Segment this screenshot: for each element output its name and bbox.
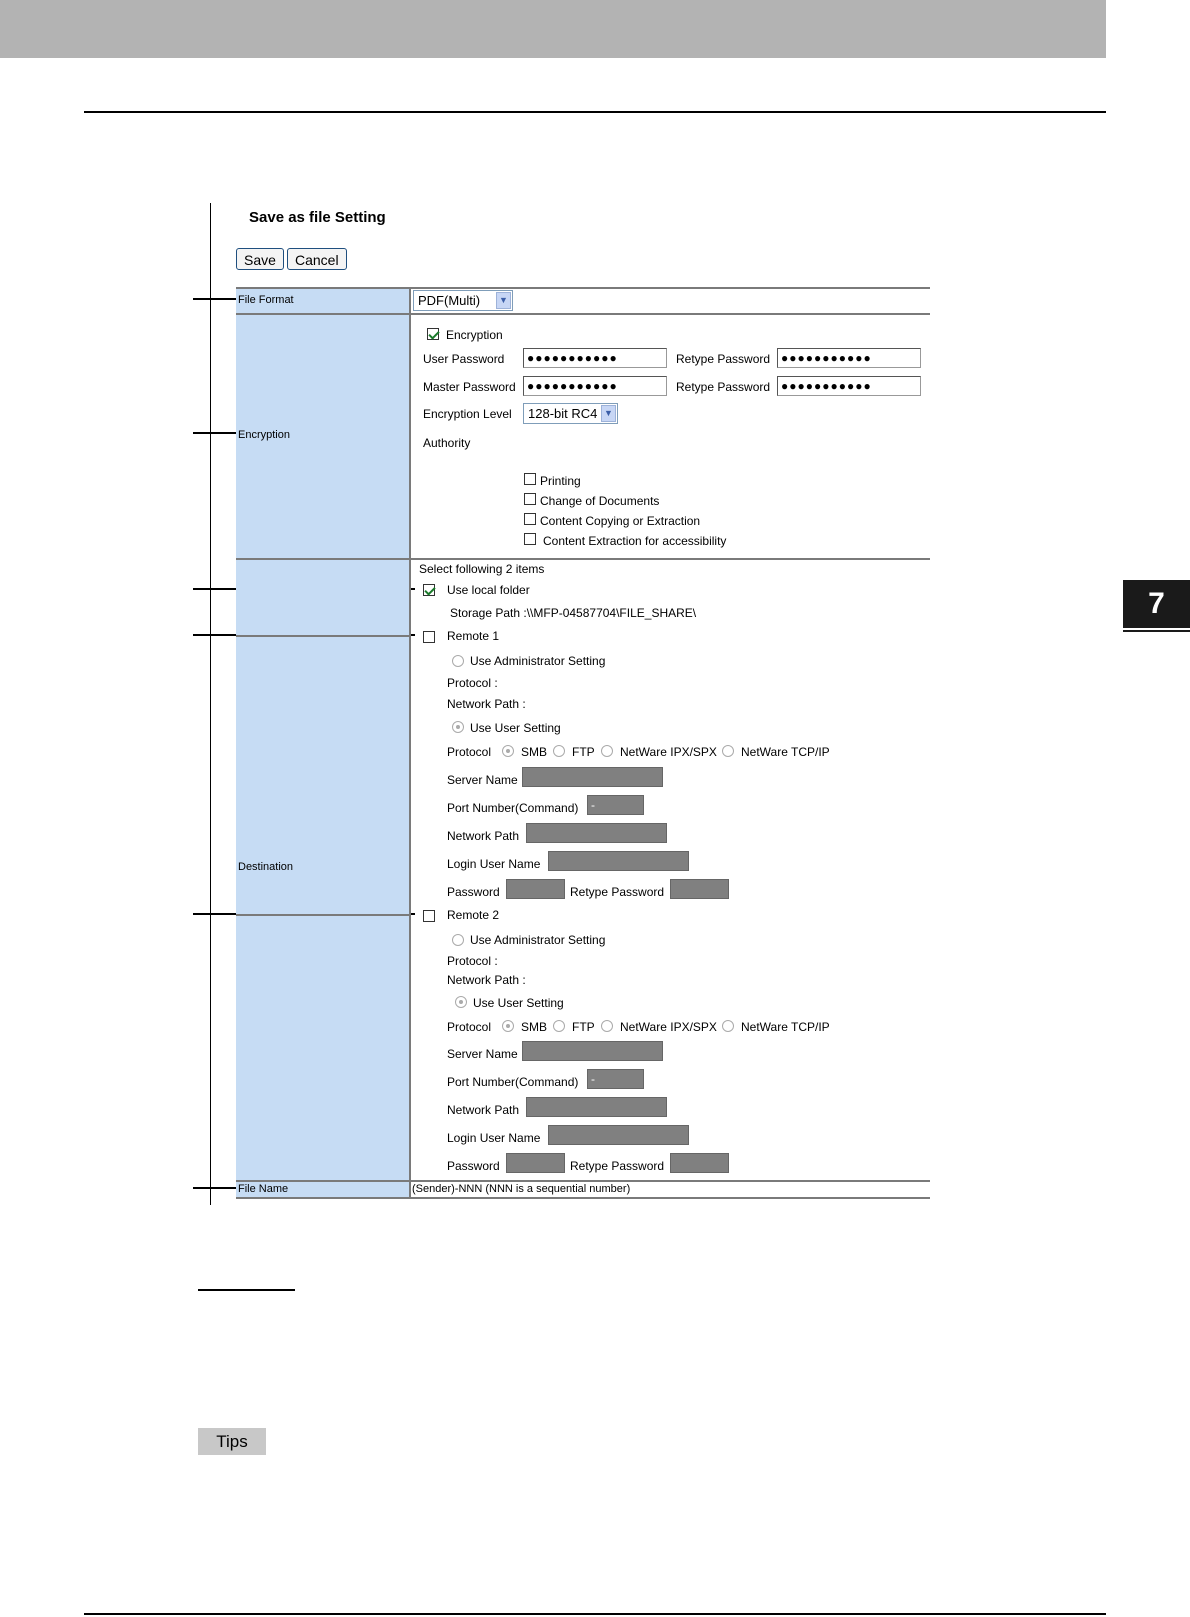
retype-master-password-label: Retype Password bbox=[676, 380, 771, 394]
table-rule bbox=[236, 558, 930, 560]
remote-2-port-input[interactable]: - bbox=[587, 1069, 644, 1089]
file-name-label: File Name bbox=[238, 1183, 289, 1195]
content-extraction-accessibility-checkbox[interactable] bbox=[524, 533, 536, 545]
remote-1-port-label: Port Number(Command) bbox=[447, 801, 579, 815]
remote-2-ipx-radio[interactable] bbox=[601, 1020, 613, 1032]
user-password-input[interactable]: ●●●●●●●●●●● bbox=[523, 348, 667, 368]
remote-1-retype-password-input[interactable] bbox=[670, 879, 729, 899]
chevron-down-icon: ▼ bbox=[496, 292, 511, 309]
file-name-value: (Sender)-NNN (NNN is a sequential number) bbox=[412, 1183, 631, 1195]
retype-master-password-input[interactable]: ●●●●●●●●●●● bbox=[777, 376, 921, 396]
chapter-tab-rule bbox=[1123, 630, 1190, 632]
remote-2-user-setting-radio[interactable] bbox=[455, 996, 467, 1008]
callout-file-format bbox=[193, 298, 237, 300]
change-documents-label: Change of Documents bbox=[540, 494, 660, 508]
destination-instruction: Select following 2 items bbox=[419, 562, 545, 576]
chapter-number: 7 bbox=[1148, 587, 1165, 620]
callout-encryption bbox=[193, 432, 237, 434]
remote-2-protocol-label: Protocol bbox=[447, 1020, 492, 1034]
encryption-level-label: Encryption Level bbox=[423, 407, 512, 421]
remote-2-ipx-label: NetWare IPX/SPX bbox=[620, 1020, 717, 1034]
remote-2-protocol-readout: Protocol : bbox=[447, 954, 498, 968]
remote-1-server-name-label: Server Name bbox=[447, 773, 518, 787]
remote-1-ipx-label: NetWare IPX/SPX bbox=[620, 745, 717, 759]
file-format-label: File Format bbox=[238, 294, 294, 306]
master-password-label: Master Password bbox=[423, 380, 516, 394]
file-format-select[interactable] bbox=[413, 290, 513, 311]
table-rule bbox=[236, 313, 930, 315]
user-password-label: User Password bbox=[423, 352, 505, 366]
table-rule bbox=[236, 635, 409, 637]
remote-2-checkbox[interactable] bbox=[423, 910, 435, 922]
content-copying-label: Content Copying or Extraction bbox=[540, 514, 701, 528]
storage-path: Storage Path :\\MFP-04587704\FILE_SHARE\ bbox=[450, 606, 697, 620]
remote-1-network-path-label: Network Path bbox=[447, 829, 520, 843]
table-rule bbox=[236, 914, 409, 916]
remote-1-ipx-radio[interactable] bbox=[601, 745, 613, 757]
local-folder-checkbox[interactable] bbox=[423, 584, 435, 596]
remote-2-server-name-label: Server Name bbox=[447, 1047, 518, 1061]
change-documents-checkbox[interactable] bbox=[524, 493, 536, 505]
remote-2-password-input[interactable] bbox=[506, 1153, 565, 1173]
remote-1-checkbox[interactable] bbox=[423, 631, 435, 643]
remote-1-login-user-input[interactable] bbox=[548, 851, 689, 871]
remote-2-network-path-readout: Network Path : bbox=[447, 973, 526, 987]
table-rule bbox=[236, 1197, 930, 1199]
remote-1-smb-radio[interactable] bbox=[502, 745, 514, 757]
table-rule bbox=[236, 1180, 930, 1182]
remote-2-server-name-input[interactable] bbox=[522, 1041, 663, 1061]
remote-1-port-input[interactable]: - bbox=[587, 795, 644, 815]
encryption-label: Encryption bbox=[238, 429, 290, 441]
authority-label: Authority bbox=[423, 436, 471, 450]
header-rule bbox=[84, 111, 1106, 113]
remote-2-port-label: Port Number(Command) bbox=[447, 1075, 579, 1089]
callout-file-name bbox=[193, 1187, 237, 1189]
encryption-checkbox-label: Encryption bbox=[446, 328, 503, 342]
printing-label: Printing bbox=[540, 474, 581, 488]
destination-label: Destination bbox=[238, 861, 294, 873]
remote-1-tcpip-label: NetWare TCP/IP bbox=[741, 745, 830, 759]
remote-1-network-path-readout: Network Path : bbox=[447, 697, 526, 711]
chapter-tab bbox=[1123, 580, 1190, 628]
save-button[interactable]: Save bbox=[236, 248, 284, 270]
remote-1-ftp-radio[interactable] bbox=[553, 745, 565, 757]
table-rule bbox=[236, 287, 930, 289]
remote-1-protocol-label: Protocol bbox=[447, 745, 492, 759]
remote-2-user-setting-label: Use User Setting bbox=[473, 996, 564, 1010]
chevron-down-icon: ▼ bbox=[601, 405, 616, 422]
cancel-button[interactable]: Cancel bbox=[287, 248, 347, 270]
remote-1-password-input[interactable] bbox=[506, 879, 565, 899]
section-rule bbox=[198, 1289, 295, 1291]
column-divider bbox=[409, 288, 411, 1198]
remote-2-login-user-input[interactable] bbox=[548, 1125, 689, 1145]
remote-2-retype-password-label: Retype Password bbox=[570, 1159, 665, 1173]
remote-2-tcpip-radio[interactable] bbox=[722, 1020, 734, 1032]
remote-1-admin-setting-radio[interactable] bbox=[452, 655, 464, 667]
remote-2-admin-setting-label: Use Administrator Setting bbox=[470, 933, 606, 947]
remote-2-admin-setting-radio[interactable] bbox=[452, 934, 464, 946]
remote-2-smb-label: SMB bbox=[521, 1020, 548, 1034]
retype-user-password-input[interactable]: ●●●●●●●●●●● bbox=[777, 348, 921, 368]
remote-2-network-path-input[interactable] bbox=[526, 1097, 667, 1117]
page-title: Save as file Setting bbox=[249, 209, 386, 226]
remote-1-password-label: Password bbox=[447, 885, 500, 899]
remote-1-label: Remote 1 bbox=[447, 629, 500, 643]
remote-2-tcpip-label: NetWare TCP/IP bbox=[741, 1020, 830, 1034]
local-folder-label: Use local folder bbox=[447, 583, 530, 597]
callout-vertical-line bbox=[210, 203, 211, 1205]
retype-user-password-label: Retype Password bbox=[676, 352, 771, 366]
encryption-level-select[interactable] bbox=[523, 403, 618, 424]
encryption-checkbox[interactable] bbox=[427, 328, 439, 340]
remote-2-ftp-radio[interactable] bbox=[553, 1020, 565, 1032]
remote-1-tcpip-radio[interactable] bbox=[722, 745, 734, 757]
remote-2-smb-radio[interactable] bbox=[502, 1020, 514, 1032]
remote-1-server-name-input[interactable] bbox=[522, 767, 663, 787]
file-format-value: PDF(Multi) bbox=[418, 293, 481, 308]
remote-1-login-user-label: Login User Name bbox=[447, 857, 541, 871]
tips-label: Tips bbox=[198, 1428, 266, 1455]
remote-1-user-setting-radio[interactable] bbox=[452, 721, 464, 733]
remote-1-protocol-readout: Protocol : bbox=[447, 676, 498, 690]
remote-1-smb-label: SMB bbox=[521, 745, 548, 759]
printing-checkbox[interactable] bbox=[524, 473, 536, 485]
remote-2-password-label: Password bbox=[447, 1159, 500, 1173]
content-copying-checkbox[interactable] bbox=[524, 513, 536, 525]
remote-1-retype-password-label: Retype Password bbox=[570, 885, 665, 899]
master-password-input[interactable]: ●●●●●●●●●●● bbox=[523, 376, 667, 396]
header-band bbox=[0, 0, 1106, 58]
remote-1-network-path-input[interactable] bbox=[526, 823, 667, 843]
remote-2-retype-password-input[interactable] bbox=[670, 1153, 729, 1173]
remote-2-ftp-label: FTP bbox=[572, 1020, 595, 1034]
remote-1-ftp-label: FTP bbox=[572, 745, 595, 759]
encryption-level-value: 128-bit RC4 bbox=[528, 406, 598, 421]
remote-1-user-setting-label: Use User Setting bbox=[470, 721, 561, 735]
remote-2-network-path-label: Network Path bbox=[447, 1103, 520, 1117]
remote-1-admin-setting-label: Use Administrator Setting bbox=[470, 654, 606, 668]
footer-rule bbox=[84, 1613, 1106, 1615]
remote-2-login-user-label: Login User Name bbox=[447, 1131, 541, 1145]
remote-2-label: Remote 2 bbox=[447, 908, 500, 922]
content-extraction-accessibility-label: Content Extraction for accessibility bbox=[543, 534, 727, 548]
